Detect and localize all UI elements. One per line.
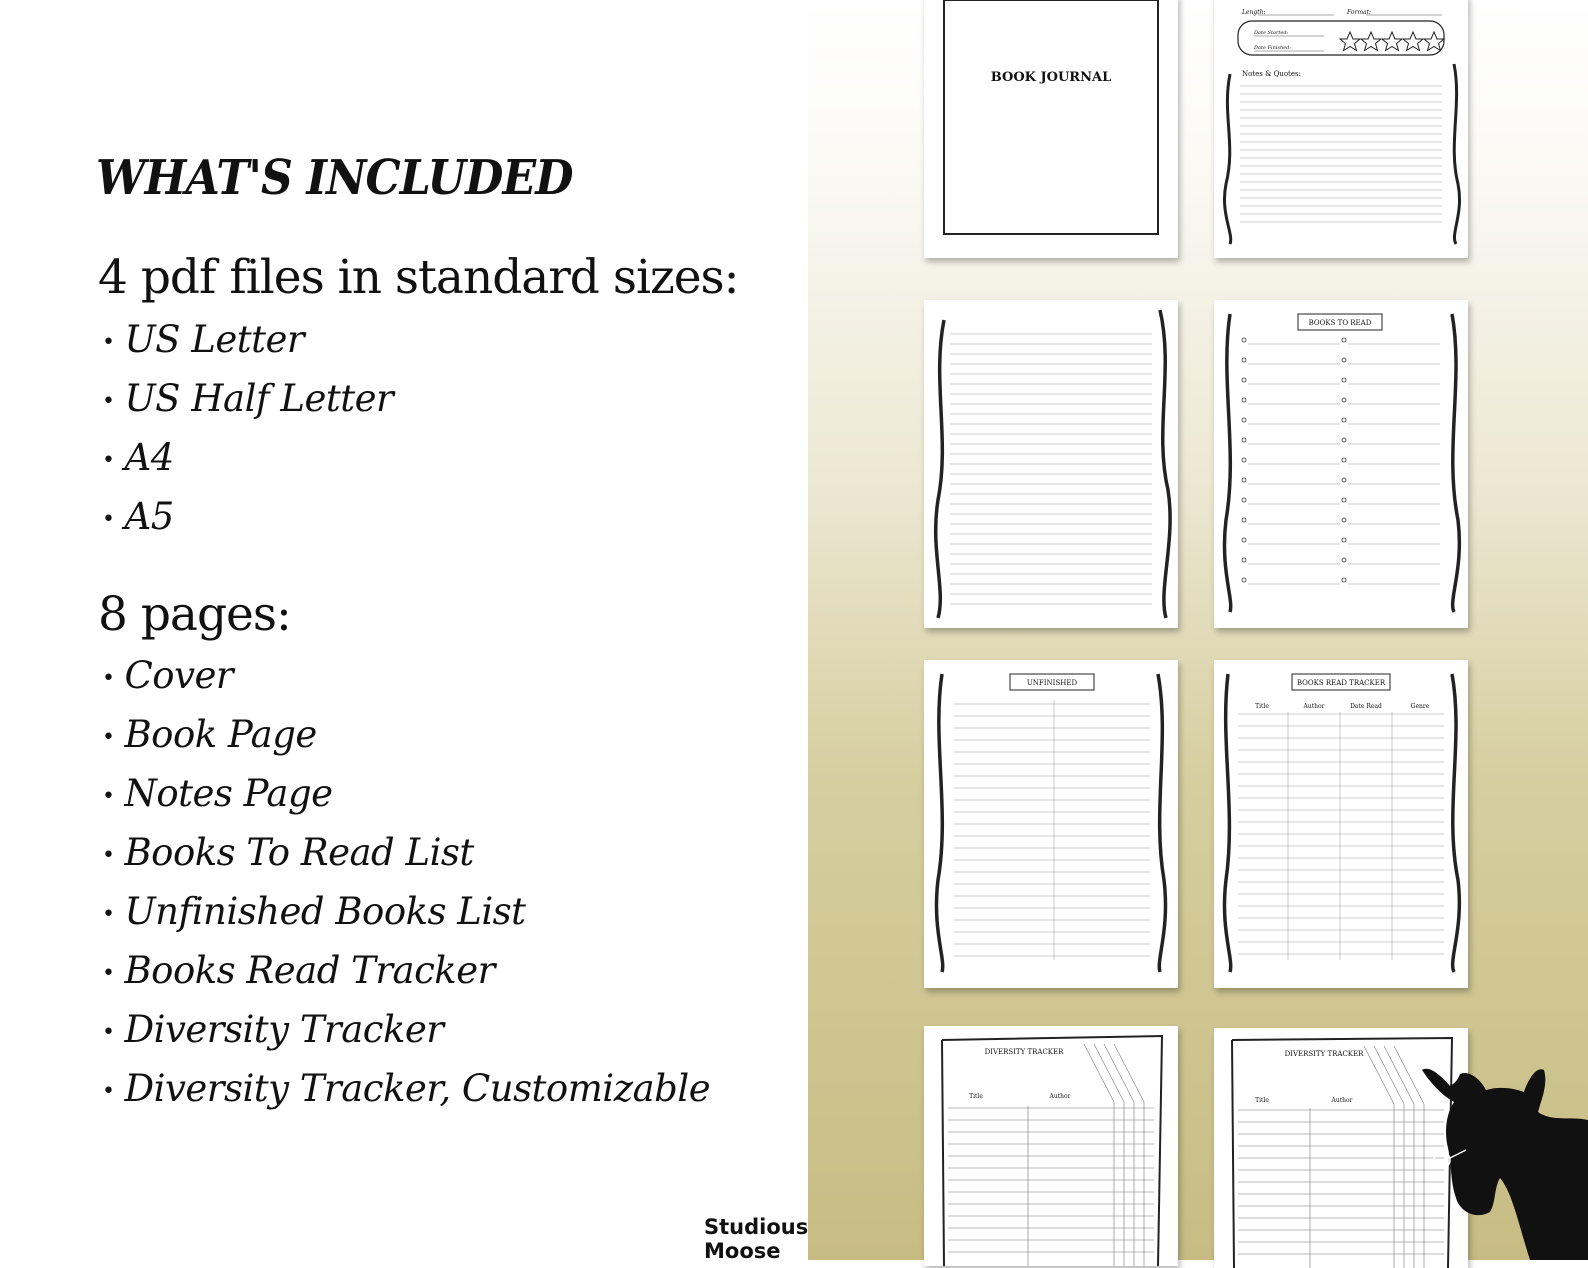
book-notes-label: Notes & Quotes: — [1242, 70, 1301, 78]
col-date: Date Read — [1350, 703, 1382, 710]
divc-col-title: Title — [1255, 1097, 1269, 1104]
bullet: • — [102, 448, 115, 473]
files-title: 4 pdf files in standard sizes: — [98, 250, 739, 305]
thumb-books-read-tracker — [1214, 660, 1468, 988]
col-genre: Genre — [1410, 703, 1430, 710]
bullet: • — [102, 666, 115, 691]
page-item: • Diversity Tracker — [102, 1008, 444, 1051]
bullet: • — [102, 1020, 115, 1045]
books-read-tracker-art — [1214, 660, 1468, 988]
notes-page-art — [924, 300, 1178, 628]
col-author: Author — [1303, 703, 1325, 710]
cover-art — [924, 0, 1178, 258]
book-finished-label: Date Finished: — [1254, 45, 1292, 51]
thumb-unfinished — [924, 660, 1178, 988]
size-item: • US Half Letter — [102, 377, 394, 420]
unfinished-art — [924, 660, 1178, 988]
bullet: • — [102, 389, 115, 414]
book-length-label: Length: — [1242, 9, 1266, 16]
diversity-title: DIVERSITY TRACKER — [984, 1048, 1064, 1056]
thumb-diversity-tracker — [924, 1026, 1178, 1266]
books-to-read-art — [1214, 300, 1468, 628]
bullet: • — [102, 902, 115, 927]
cover-title: BOOK JOURNAL — [990, 70, 1112, 85]
book-started-label: Date Started: — [1254, 30, 1289, 36]
diversity-tracker-art — [924, 1026, 1178, 1266]
bullet: • — [102, 725, 115, 750]
col-title: Title — [1255, 703, 1269, 710]
brand-name: Studious Moose — [704, 1215, 809, 1263]
read-tracker-title: BOOKS READ TRACKER — [1296, 679, 1386, 687]
size-item: • US Letter — [102, 318, 305, 361]
rating-stars — [1340, 32, 1444, 51]
page-heading: WHAT'S INCLUDED — [96, 150, 573, 206]
thumb-book-page — [1214, 0, 1468, 258]
thumb-notes-page — [924, 300, 1178, 628]
bullet: • — [102, 330, 115, 355]
page-item: • Cover — [102, 654, 234, 697]
bullet: • — [102, 961, 115, 986]
bullet: • — [102, 1079, 115, 1104]
page-item: • Books To Read List — [102, 831, 474, 874]
div-col-author: Author — [1049, 1093, 1071, 1100]
pages-title: 8 pages: — [98, 587, 291, 642]
div-col-title: Title — [969, 1093, 983, 1100]
book-format-label: Format: — [1347, 9, 1372, 16]
thumb-books-to-read — [1214, 300, 1468, 628]
bullet: • — [102, 843, 115, 868]
thumb-cover — [924, 0, 1178, 258]
size-item: • A5 — [102, 495, 174, 538]
to-read-title: BOOKS TO READ — [1308, 319, 1372, 327]
unfinished-title: UNFINISHED — [1026, 679, 1078, 687]
divc-col-author: Author — [1331, 1097, 1353, 1104]
bullet: • — [102, 507, 115, 532]
page-item: • Diversity Tracker, Customizable — [102, 1067, 711, 1110]
size-item: • A4 — [102, 436, 174, 479]
page-item: • Books Read Tracker — [102, 949, 495, 992]
book-page-art — [1214, 0, 1468, 258]
page-item: • Notes Page — [102, 772, 333, 815]
page-item: • Book Page — [102, 713, 317, 756]
moose-logo-icon — [1420, 1062, 1588, 1260]
bullet: • — [102, 784, 115, 809]
diversity-custom-title: DIVERSITY TRACKER — [1284, 1050, 1364, 1058]
page-item: • Unfinished Books List — [102, 890, 526, 933]
